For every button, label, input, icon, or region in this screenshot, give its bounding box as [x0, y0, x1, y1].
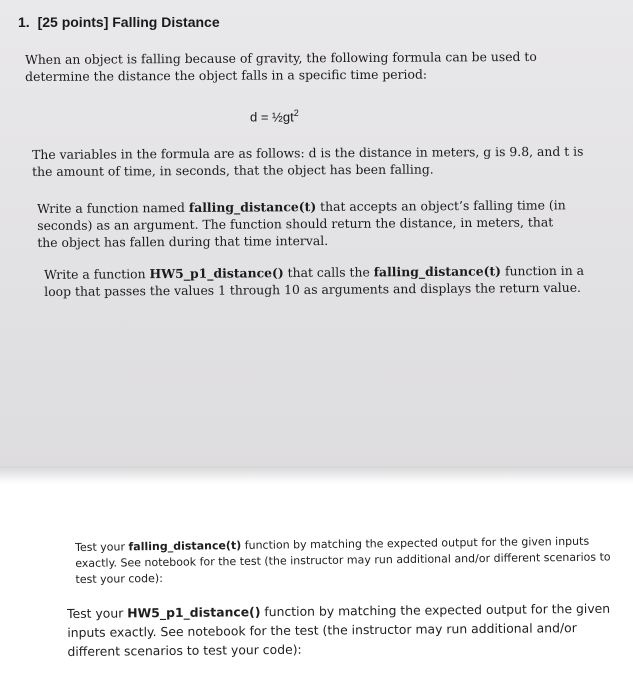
problem-number: 1.: [18, 14, 30, 30]
intro-paragraph: When an object is falling because of gravity, the following formula can be used to determine the distance the object falls in a specific time period:: [25, 48, 537, 84]
page-edge-shadow: [0, 466, 633, 484]
test2-function-name: HW5_p1_distance(): [127, 604, 261, 621]
test2-text-post: function by matching the expected output for the given inputs exactly. See notebook for the test (the instructor may run additional and/or different scenarios to test your code):: [67, 600, 611, 659]
task2-called-function-name: falling_distance(t): [373, 263, 502, 280]
distance-formula: [250, 108, 299, 124]
task1-text-post: that accepts an object’s falling time (in seconds) as an argument. The function should return the distance, in meters, that the object has fallen during that time interval.: [37, 197, 566, 250]
formula-base: d = ½gt: [250, 109, 294, 125]
test2-text-pre: Test your: [67, 605, 128, 621]
test-hw5-distance-instructions: [67, 599, 628, 661]
test1-text-pre: Test your: [75, 540, 129, 554]
task2-text-mid: that calls the: [283, 264, 374, 281]
problem-heading: [18, 14, 220, 30]
test1-text-post: function by matching the expected output for the given inputs exactly. See notebook for the test (the instructor may run additional and/or different scenarios to test your code):: [75, 534, 611, 586]
test1-function-name: falling_distance(t): [128, 538, 242, 554]
task2-function-name: HW5_p1_distance(): [149, 265, 284, 282]
task1-text-pre: Write a function named: [37, 199, 189, 216]
task2-text-post: function in a loop that passes the values 1 through 10 as arguments and displays the return value.: [44, 262, 585, 299]
formula-exponent: 2: [293, 108, 299, 118]
task2-text-pre: Write a function: [44, 266, 150, 282]
task-hw5-distance: [44, 262, 584, 300]
task1-function-name: falling_distance(t): [188, 199, 317, 215]
problem-title: [25 points] Falling Distance: [37, 14, 220, 30]
test-falling-distance-instructions: [75, 533, 616, 588]
variables-paragraph: The variables in the formula are as follows: d is the distance in meters, g is 9.8, and t is the amount of time, in seconds, that the object has been falling.: [32, 143, 584, 179]
task-falling-distance: [37, 196, 577, 251]
screen-capture-area: [0, 484, 633, 700]
